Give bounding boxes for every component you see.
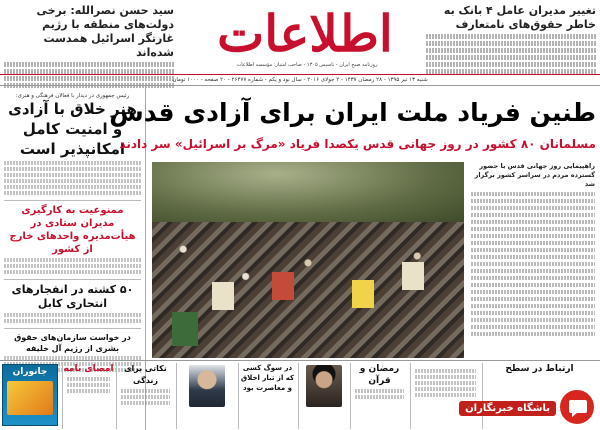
bottom-story-8-title: ارتباط در سطح (505, 364, 574, 374)
dateline: شنبه ۱۳ تیر ۱۳۹۵ - ۲۸ رمضان ۱۴۳۷ - ۲ جولای ۲۰۱۶ - سال نود و یکم - شماره ۲۶۴۷۷ - ۲۰ صفحه - ۱۰۰۰ تومان (0, 74, 600, 86)
watermark (465, 386, 596, 426)
bottom-story-1-title: امضای نامه (63, 364, 114, 374)
bottom-story-5[interactable] (298, 363, 348, 429)
top-left-headline: سید حسن نصرالله: برخی دولت‌های منطقه با رژیم غارتگر اسرائیل همدست شده‌اند (36, 4, 174, 59)
protest-sign (352, 280, 374, 308)
bottom-story-4-title: در سوگ کسی که از تبار اخلاق و معاصرت بود (240, 364, 295, 392)
left-story-1-body (4, 161, 141, 195)
main-headline[interactable]: طنین فریاد ملت ایران برای آزادی قدس (109, 98, 596, 127)
masthead (0, 0, 600, 72)
bottom-story-7[interactable] (410, 363, 480, 429)
bottom-story-1-body (63, 377, 114, 393)
watermark-logo-icon (558, 388, 596, 426)
bottom-story-7-body (411, 363, 480, 403)
chat-bubble-icon (567, 397, 589, 419)
watermark-label: باشگاه خبرنگاران (459, 401, 556, 416)
bottom-story-2[interactable] (116, 363, 174, 429)
top-right-story[interactable] (426, 4, 596, 76)
main-subhead: مسلمانان ۸۰ کشور در روز جهانی قدس یکصدا فریاد «مرگ بر اسرائیل» سر دادند (119, 137, 596, 151)
left-story-4-title: در خواست سازمان‌های حقوق بشری از رژیم آل خلیفه (14, 333, 131, 353)
logo-subline: روزنامه صبح ایران - تأسیس ۱۳۰۵ - صاحب امتیاز: مؤسسه اطلاعات (236, 62, 378, 68)
right-column-body (471, 192, 595, 336)
protest-banner (172, 312, 198, 346)
left-story-3-body (4, 313, 141, 323)
lead-photo[interactable] (152, 162, 464, 358)
ad-title: جانوران (12, 367, 48, 377)
left-story-3-title: ۵۰ کشته در انفجارهای انتحاری کابل (11, 283, 134, 310)
left-story-2-body (4, 258, 141, 274)
author-portrait (189, 365, 225, 407)
bottom-story-6-body (351, 389, 408, 399)
bottom-story-3[interactable] (176, 363, 236, 429)
ad-image (7, 381, 53, 415)
left-story-1-title: هنر خلاق با آزادی و امنیت کامل امکانپذیر است (8, 100, 137, 158)
cleric-portrait (306, 365, 342, 407)
right-column (468, 162, 598, 362)
bottom-story-6-title: رمضان و قرآن (359, 364, 400, 386)
bottom-story-2-title: نکاتی برای زندگی (124, 364, 167, 385)
right-column-lead: راهپیمایی روز جهانی قدس با حضور گسترده مردم در سراسر کشور برگزار شد (474, 162, 595, 188)
left-story-2-title: ممنوعیت به کارگیری مدیران ستادی در هیأت‌مدیره واحدهای خارج از کشور (9, 205, 136, 255)
top-right-headline: تغییر مدیران عامل ۴ بانک به خاطر حقوق‌های نامتعارف (443, 4, 596, 31)
top-right-body (426, 34, 596, 74)
left-story-2[interactable] (4, 201, 141, 280)
left-story-3[interactable] (4, 280, 141, 329)
bottom-story-4[interactable] (238, 363, 296, 429)
photo-crowd (152, 222, 464, 358)
left-story-1-kicker: رئیس جمهوری در دیدار با فعالان فرهنگی و هنری: (15, 93, 130, 99)
bottom-story-1[interactable] (62, 363, 114, 429)
advertisement[interactable] (2, 364, 58, 426)
protest-sign (272, 272, 294, 300)
newspaper-logo: اطلاعات (217, 4, 393, 63)
bottom-story-6[interactable] (350, 363, 408, 429)
protest-sign (212, 282, 234, 310)
bottom-story-2-body (117, 389, 174, 405)
protest-sign (402, 262, 424, 290)
photo-trees (152, 162, 464, 222)
